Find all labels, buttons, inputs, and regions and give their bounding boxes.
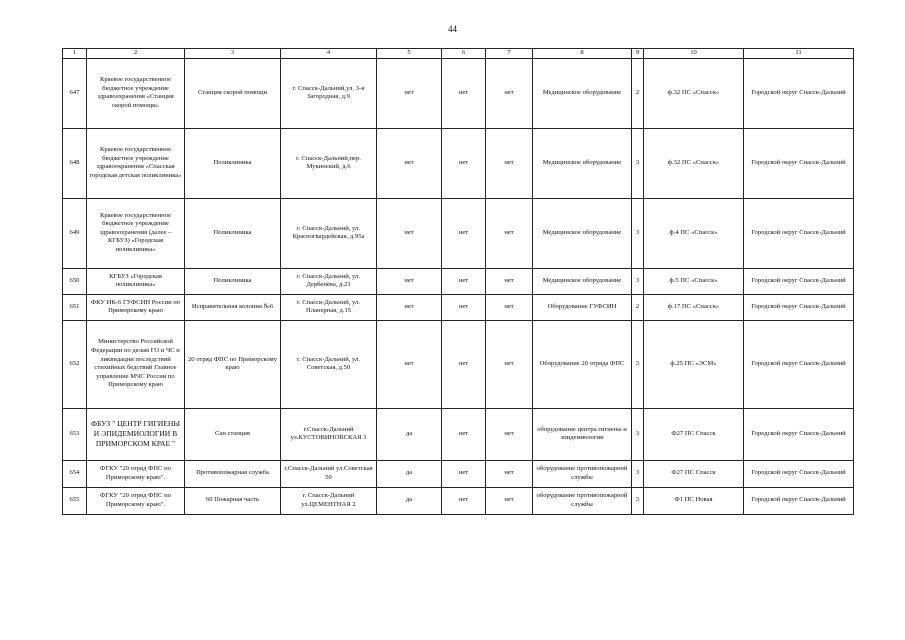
column-6-cell: нет (442, 268, 486, 294)
row-number-cell: 652 (63, 320, 87, 408)
feeder-station-cell: ф.25 ПС «ЭСМ» (644, 320, 744, 408)
header-cell: 9 (632, 49, 644, 59)
table-row (63, 408, 854, 460)
table-row (63, 58, 854, 128)
header-cell: 8 (533, 49, 632, 59)
address-cell: г. Спасск-Дальний,пер. Мукинский, д.6 (281, 128, 377, 198)
column-7-cell: нет (486, 294, 533, 320)
column-5-cell: нет (377, 294, 442, 320)
row-number-cell: 654 (63, 460, 87, 487)
organization-cell: Министерство Российской Федерации по делам ГО и ЧС и ликвидации последствий стихийных бедствий Главное управление МЧС России по Приморскому краю (87, 320, 185, 408)
header-cell: 11 (744, 49, 854, 59)
district-cell: Городской округ Спасск-Дальний (744, 460, 854, 487)
object-name-cell: 20 отряд ФПС по Приморскому краю (185, 320, 281, 408)
column-9-cell: 3 (632, 320, 644, 408)
column-5-cell: нет (377, 268, 442, 294)
header-cell: 6 (442, 49, 486, 59)
column-6-cell: нет (442, 294, 486, 320)
column-5-cell: да (377, 408, 442, 460)
address-cell: г. Спасск-Дальний, ул. Дербенёва, д.21 (281, 268, 377, 294)
district-cell: Городской округ Спасск-Дальний (744, 408, 854, 460)
column-7-cell: нет (486, 128, 533, 198)
column-7-cell: нет (486, 58, 533, 128)
column-9-cell: 2 (632, 58, 644, 128)
district-cell: Городской округ Спасск-Дальний (744, 128, 854, 198)
feeder-station-cell: Ф1 ПС Новая (644, 487, 744, 514)
equipment-cell: оборудование противопожарной службы (533, 487, 632, 514)
column-6-cell: нет (442, 320, 486, 408)
column-7-cell: нет (486, 487, 533, 514)
column-6-cell: нет (442, 198, 486, 268)
feeder-station-cell: Ф27 ПС Спасск (644, 408, 744, 460)
column-5-cell: нет (377, 58, 442, 128)
address-cell: г. Спасск-Дальний ул.ЦЕМЕНТНАЯ 2 (281, 487, 377, 514)
column-9-cell: 3 (632, 408, 644, 460)
object-name-cell: Противопожарная служба (185, 460, 281, 487)
header-cell: 10 (644, 49, 744, 59)
header-row (63, 49, 854, 59)
district-cell: Городской округ Спасск-Дальний (744, 320, 854, 408)
column-6-cell: нет (442, 128, 486, 198)
object-name-cell: 60 Пожарная часть (185, 487, 281, 514)
row-number-cell: 650 (63, 268, 87, 294)
organization-cell: Краевое государственное бюджетное учреждение здравоохранения (далее – КГБУЗ) «Городская поликлиника» (87, 198, 185, 268)
page-number: 44 (448, 24, 457, 34)
table-row (63, 487, 854, 514)
header-cell: 1 (63, 49, 87, 59)
row-number-cell: 651 (63, 294, 87, 320)
equipment-cell: Оборудование 20 отряда ФПС (533, 320, 632, 408)
equipment-cell: Медицинское оборудование (533, 198, 632, 268)
object-name-cell: Поликлиника (185, 268, 281, 294)
row-number-cell: 653 (63, 408, 87, 460)
equipment-cell: Медицинское оборудование (533, 268, 632, 294)
column-6-cell: нет (442, 487, 486, 514)
header-cell: 4 (281, 49, 377, 59)
object-name-cell: Сан станция (185, 408, 281, 460)
address-cell: г.Спасск-Дальний ул.КУСТОВИНОВСКАЯ 3 (281, 408, 377, 460)
table-row (63, 294, 854, 320)
address-cell: г.Спасск-Дальний ул.Советская 50 (281, 460, 377, 487)
table-row (63, 198, 854, 268)
equipment-cell: оборудование противопожарной службы (533, 460, 632, 487)
equipment-cell: Медицинское оборудование (533, 128, 632, 198)
column-6-cell: нет (442, 408, 486, 460)
organization-cell: ФКУ ИК-6 ГУФСИН России по Приморскому краю (87, 294, 185, 320)
feeder-station-cell: ф.32 ПС «Спасск» (644, 128, 744, 198)
feeder-station-cell: ф.32 ПС «Спасск» (644, 58, 744, 128)
equipment-cell: Медицинское оборудование (533, 58, 632, 128)
organization-cell: Краевое государственное бюджетное учреждение здравоохранения «Спасская городская детская поликлиника» (87, 128, 185, 198)
object-name-cell: Поликлиника (185, 198, 281, 268)
district-cell: Городской округ Спасск-Дальний (744, 487, 854, 514)
column-9-cell: 2 (632, 294, 644, 320)
column-6-cell: нет (442, 58, 486, 128)
header-cell: 3 (185, 49, 281, 59)
column-9-cell: 3 (632, 198, 644, 268)
address-cell: г. Спасск-Дальний, ул. Советская, д.50 (281, 320, 377, 408)
district-cell: Городской округ Спасск-Дальний (744, 294, 854, 320)
column-5-cell: да (377, 487, 442, 514)
address-cell: г. Спасск-Дальний,ул. 3-я Загородная, д.9 (281, 58, 377, 128)
organization-cell: ФБУЗ " ЦЕНТР ГИГИЕНЫ И ЭПИДЕМИОЛОГИИ В ПРИМОРСКОМ КРАЕ " (87, 408, 185, 460)
feeder-station-cell: ф.5 ПС «Спасск» (644, 268, 744, 294)
district-cell: Городской округ Спасск-Дальний (744, 198, 854, 268)
row-number-cell: 648 (63, 128, 87, 198)
equipment-cell: Оборудование ГУФСИН (533, 294, 632, 320)
feeder-station-cell: ф.4 ПС «Спасск» (644, 198, 744, 268)
column-6-cell: нет (442, 460, 486, 487)
table-row (63, 128, 854, 198)
header-cell: 2 (87, 49, 185, 59)
district-cell: Городской округ Спасск-Дальний (744, 58, 854, 128)
column-9-cell: 3 (632, 128, 644, 198)
district-cell: Городской округ Спасск-Дальний (744, 268, 854, 294)
row-number-cell: 647 (63, 58, 87, 128)
column-9-cell: 3 (632, 460, 644, 487)
row-number-cell: 649 (63, 198, 87, 268)
header-cell: 5 (377, 49, 442, 59)
column-7-cell: нет (486, 198, 533, 268)
column-7-cell: нет (486, 460, 533, 487)
table-row (63, 320, 854, 408)
column-9-cell: 3 (632, 268, 644, 294)
object-name-cell: Исправительная колония №6 (185, 294, 281, 320)
feeder-station-cell: Ф27 ПС Спасск (644, 460, 744, 487)
organization-cell: Краевое государственное бюджетное учреждение здравоохранения «Станция скорой помощи» (87, 58, 185, 128)
column-7-cell: нет (486, 408, 533, 460)
header-cell: 7 (486, 49, 533, 59)
table-row (63, 460, 854, 487)
equipment-cell: оборудование центра гигиены и эпидемиологии (533, 408, 632, 460)
organization-cell: ФГКУ "20 отряд ФПС по Приморскому краю". (87, 460, 185, 487)
column-5-cell: да (377, 460, 442, 487)
row-number-cell: 655 (63, 487, 87, 514)
table-row (63, 268, 854, 294)
column-5-cell: нет (377, 198, 442, 268)
address-cell: г. Спасск-Дальний, ул. Планерная, д.15 (281, 294, 377, 320)
object-name-cell: Станция скорой помощи (185, 58, 281, 128)
objects-table (62, 48, 854, 515)
column-7-cell: нет (486, 320, 533, 408)
column-5-cell: нет (377, 128, 442, 198)
object-name-cell: Поликлиника (185, 128, 281, 198)
feeder-station-cell: ф.17 ПС «Спасск» (644, 294, 744, 320)
column-7-cell: нет (486, 268, 533, 294)
address-cell: г. Спасск-Дальний, ул. Красногвардейская, д.95а (281, 198, 377, 268)
organization-cell: ФГКУ "20 отряд ФПС по Приморскому краю". (87, 487, 185, 514)
column-9-cell: 3 (632, 487, 644, 514)
organization-cell: КГБУЗ «Городская поликлиника» (87, 268, 185, 294)
column-5-cell: нет (377, 320, 442, 408)
